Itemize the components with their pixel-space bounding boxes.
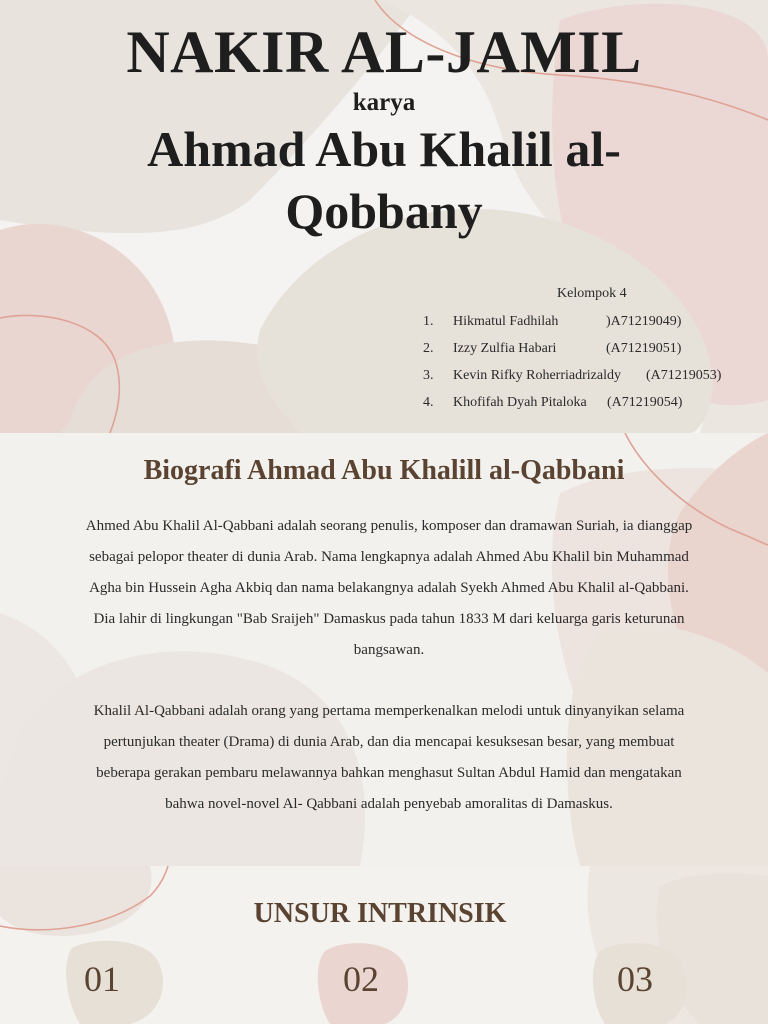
member-nim: (A71219051): [606, 341, 682, 356]
member-name: Kevin Rifky Roherriadrizaldy: [453, 368, 621, 383]
biography-paragraph-2: Khalil Al-Qabbani adalah orang yang pertama memperkenalkan melodi untuk dinyanyikan selama pertunjukan theater (Drama) di dunia Arab, dan dia mencapai kesuksesan besar, yang membuat beberapa gerakan pembaru melawannya bahkan menghasut Sultan Abdul Hamid dan mengatakan bahwa novel-novel Al- Qabbani adalah penyebab amoralitas di Damaskus.: [93, 703, 685, 812]
member-number: 1.: [423, 314, 434, 329]
author-name: Ahmad Abu Khalil al-Qobbany: [147, 121, 621, 239]
member-nim: (A71219053): [646, 368, 722, 383]
member-name: Izzy Zulfia Habari: [453, 341, 557, 356]
cover-slide: [0, 0, 768, 433]
member-nim: )A71219049): [606, 314, 682, 329]
member-name: Hikmatul Fadhilah: [453, 314, 559, 329]
element-number-01: 01: [84, 959, 120, 999]
member-number: 3.: [423, 368, 434, 383]
member-number: 4.: [423, 395, 434, 410]
section-heading: Biografi Ahmad Abu Khalill al-Qabbani: [143, 455, 625, 486]
section-heading: UNSUR INTRINSIK: [253, 898, 507, 929]
biography-paragraph-1: Ahmed Abu Khalil Al-Qabbani adalah seorang penulis, komposer dan dramawan Suriah, ia dianggap sebagai pelopor theater di dunia Arab. Nama lengkapnya adalah Ahmed Abu Khalil bin Muhammad Agha bin Hussein Agha Akbiq dan nama belakangnya adalah Syekh Ahmed Abu Khalil al-Qabbani. Dia lahir di lingkungan "Bab Sraijeh" Damaskus pada tahun 1833 M dari keluarga garis keturunan bangsawan.: [85, 518, 693, 658]
element-number-02: 02: [343, 959, 379, 999]
karya-label: karya: [352, 89, 416, 116]
intrinsic-elements-slide: [0, 866, 768, 1024]
group-label: Kelompok 4: [557, 286, 627, 301]
decorative-background: [0, 866, 768, 1024]
member-name: Khofifah Dyah Pitaloka: [453, 395, 587, 410]
document-title: NAKIR AL-JAMIL: [126, 19, 642, 85]
element-number-03: 03: [617, 959, 653, 999]
member-nim: (A71219054): [607, 395, 683, 410]
biography-slide: [0, 433, 768, 866]
member-number: 2.: [423, 341, 434, 356]
